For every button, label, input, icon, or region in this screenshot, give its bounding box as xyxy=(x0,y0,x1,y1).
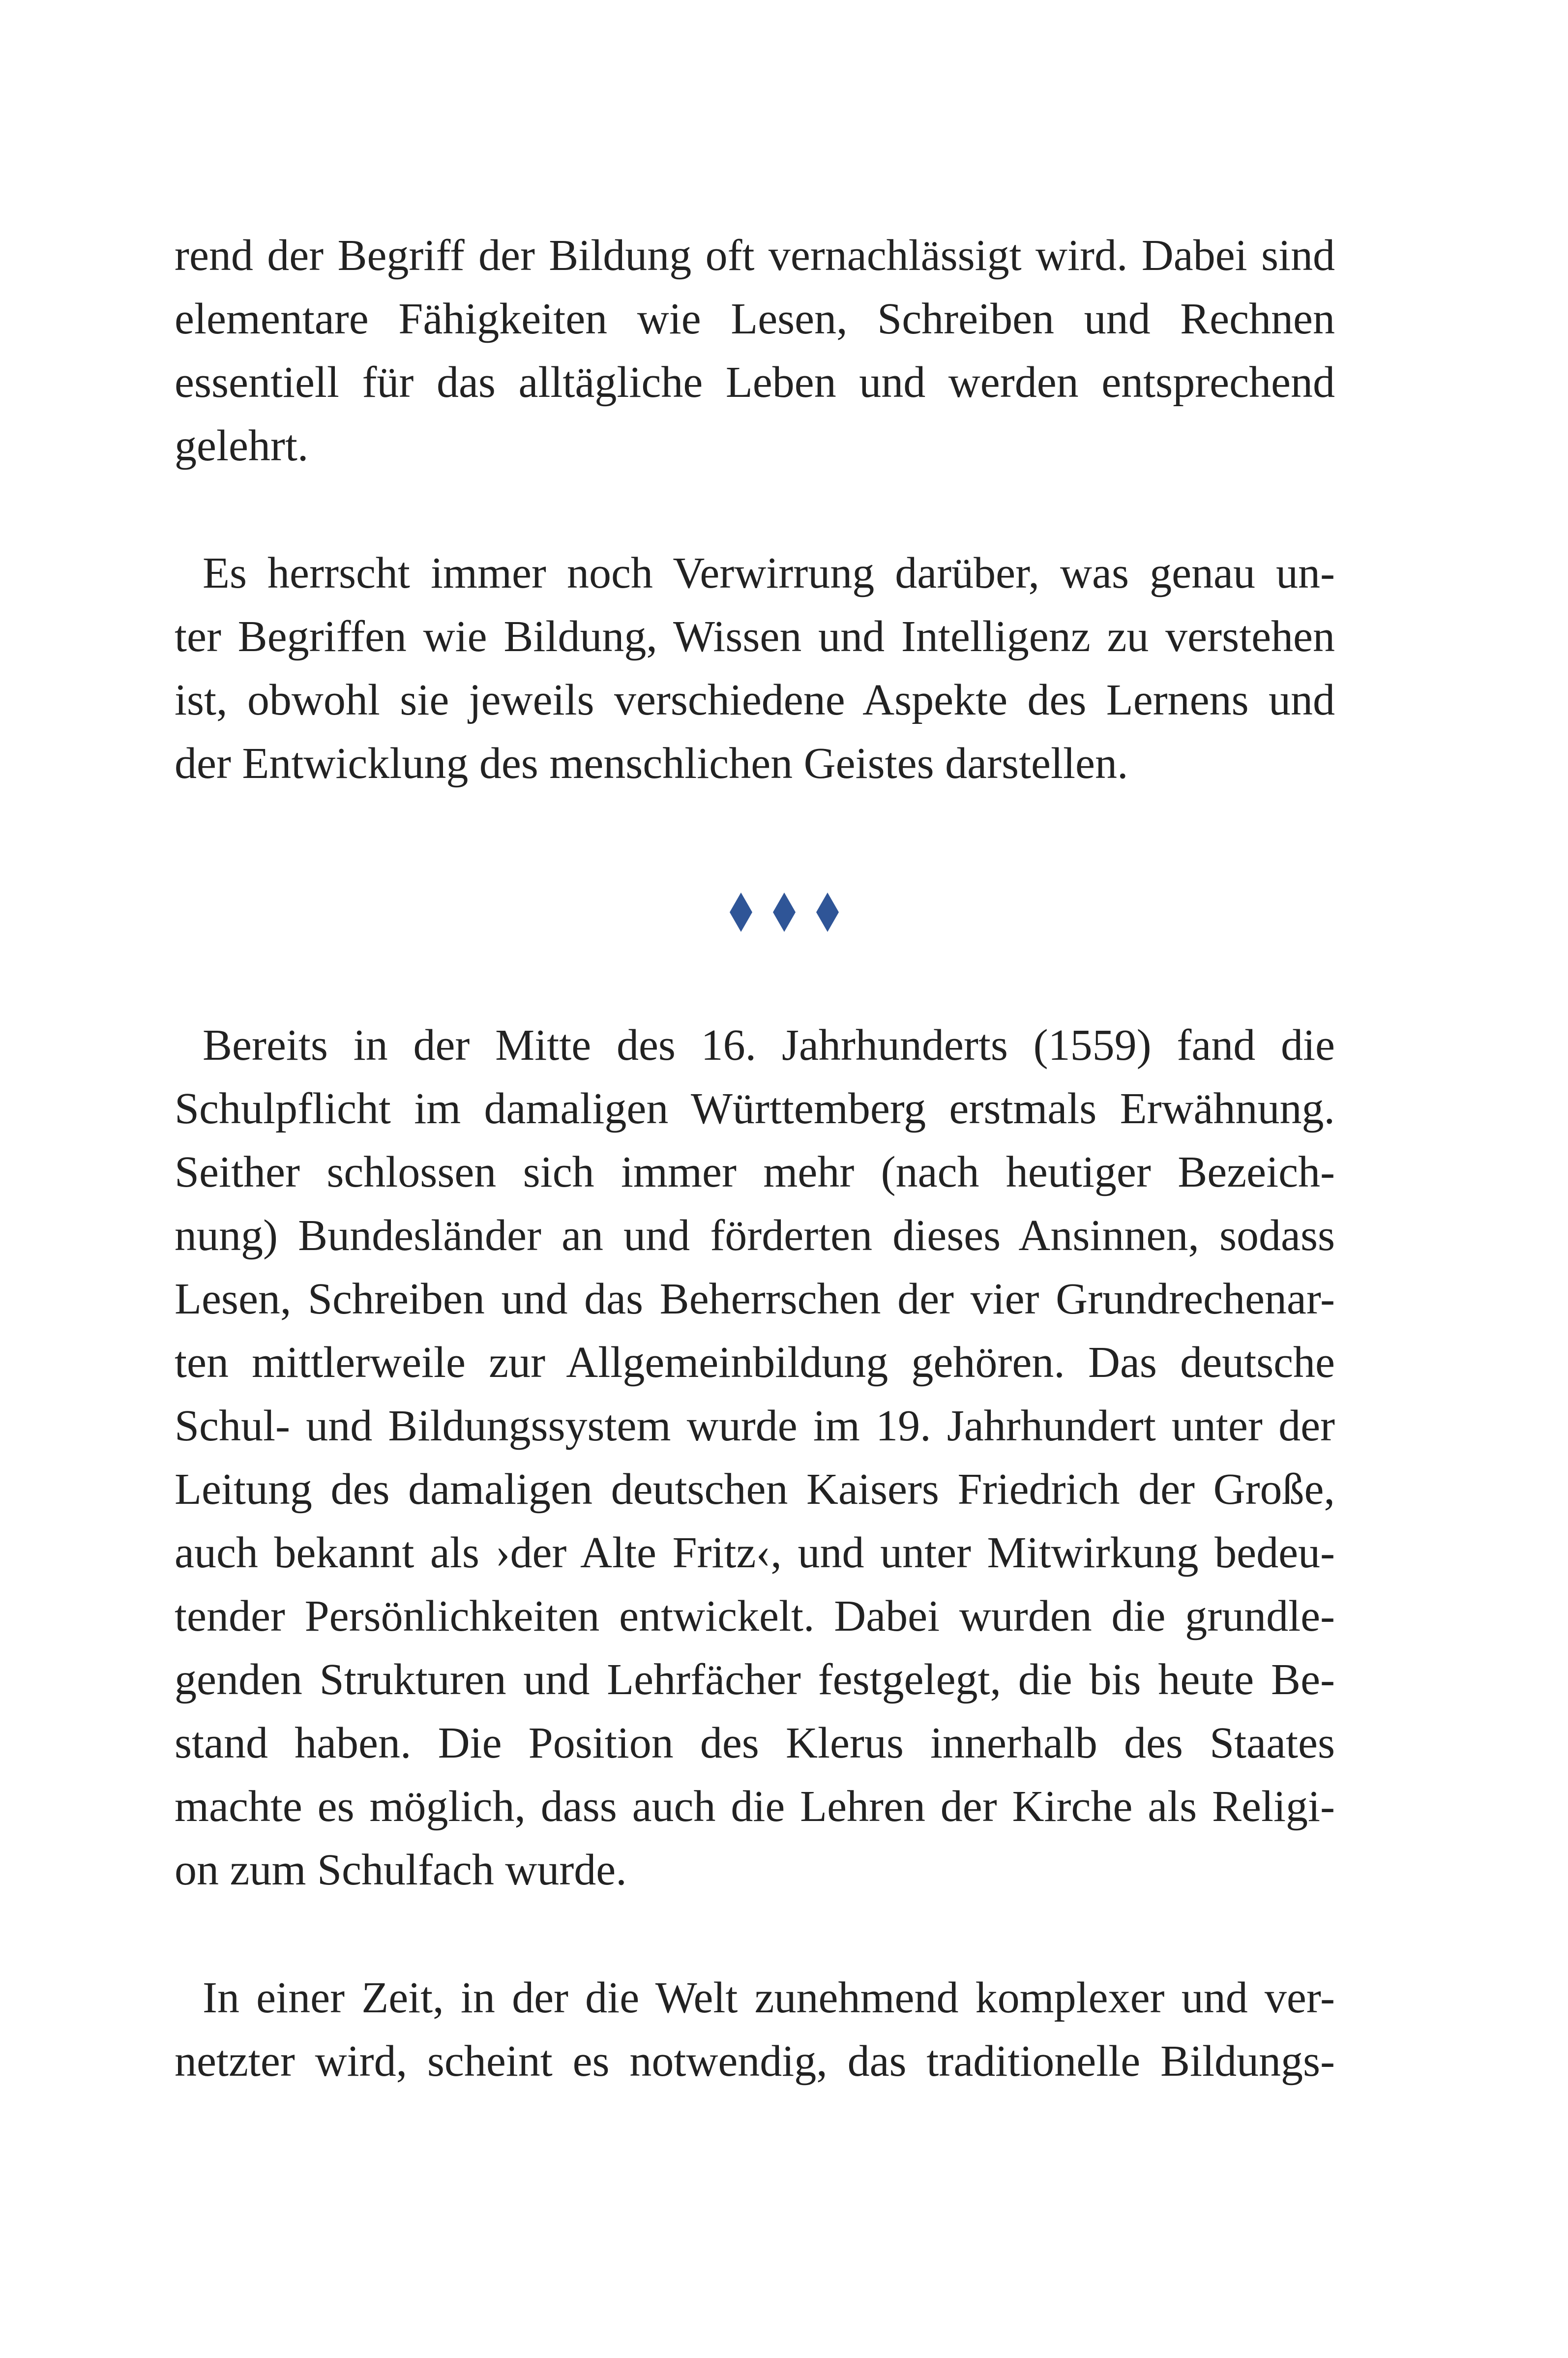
text-line: auch bekannt als ›der Alte Fritz‹, und unter Mitwirkung bedeu- xyxy=(175,1528,1335,1577)
text-line: Lesen, Schreiben und das Beherrschen der vier Grundrechenar- xyxy=(175,1275,1335,1323)
text-line: elementare Fähigkeiten wie Lesen, Schreiben und Rechnen xyxy=(175,295,1335,343)
text-line: Schul- und Bildungssystem wurde im 19. Jahrhundert unter der xyxy=(175,1402,1335,1450)
diamond-icon xyxy=(773,893,796,932)
paragraph-4 xyxy=(175,1966,1335,2093)
text-line: essentiell für das alltägliche Leben und werden entsprechend xyxy=(175,358,1335,407)
text-line: Leitung des damaligen deutschen Kaisers Friedrich der Große, xyxy=(175,1465,1335,1514)
text-line: Es herrscht immer noch Verwirrung darüber, was genau un- xyxy=(203,549,1335,597)
diamond-icon xyxy=(816,893,839,932)
text-line: nung) Bundesländer an und förderten dieses Ansinnen, sodass xyxy=(175,1211,1335,1260)
text-line: gelehrt. xyxy=(175,421,309,470)
text-line: ist, obwohl sie jeweils verschiedene Aspekte des Lernens und xyxy=(175,676,1335,724)
section-separator xyxy=(0,888,1568,937)
text-line: ter Begriffen wie Bildung, Wissen und Intelligenz zu verstehen xyxy=(175,612,1335,661)
text-line: der Entwicklung des menschlichen Geistes darstellen. xyxy=(175,739,1128,788)
text-line: ten mittlerweile zur Allgemeinbildung gehören. Das deutsche xyxy=(175,1338,1335,1387)
diamond-icon xyxy=(730,893,752,932)
text-line: tender Persönlichkeiten entwickelt. Dabei wurden die grundle- xyxy=(175,1592,1335,1641)
paragraph-1 xyxy=(175,224,1335,478)
paragraph-3 xyxy=(175,1014,1335,1902)
text-line: machte es möglich, dass auch die Lehren der Kirche als Religi- xyxy=(175,1782,1335,1831)
text-line: stand haben. Die Position des Klerus innerhalb des Staates xyxy=(175,1719,1335,1767)
text-line: In einer Zeit, in der die Welt zunehmend komplexer und ver- xyxy=(203,1973,1335,2022)
text-line: on zum Schulfach wurde. xyxy=(175,1846,627,1894)
text-line: netzter wird, scheint es notwendig, das traditionelle Bildungs- xyxy=(175,2037,1335,2086)
paragraph-2 xyxy=(175,541,1335,795)
text-line: rend der Begriff der Bildung oft vernachlässigt wird. Dabei sind xyxy=(175,231,1335,280)
text-line: genden Strukturen und Lehrfächer festgelegt, die bis heute Be- xyxy=(175,1655,1335,1704)
text-line: Schulpflicht im damaligen Württemberg erstmals Erwähnung. xyxy=(175,1084,1335,1133)
text-line: Bereits in der Mitte des 16. Jahrhunderts (1559) fand die xyxy=(203,1021,1335,1070)
text-line: Seither schlossen sich immer mehr (nach heutiger Bezeich- xyxy=(175,1148,1335,1196)
